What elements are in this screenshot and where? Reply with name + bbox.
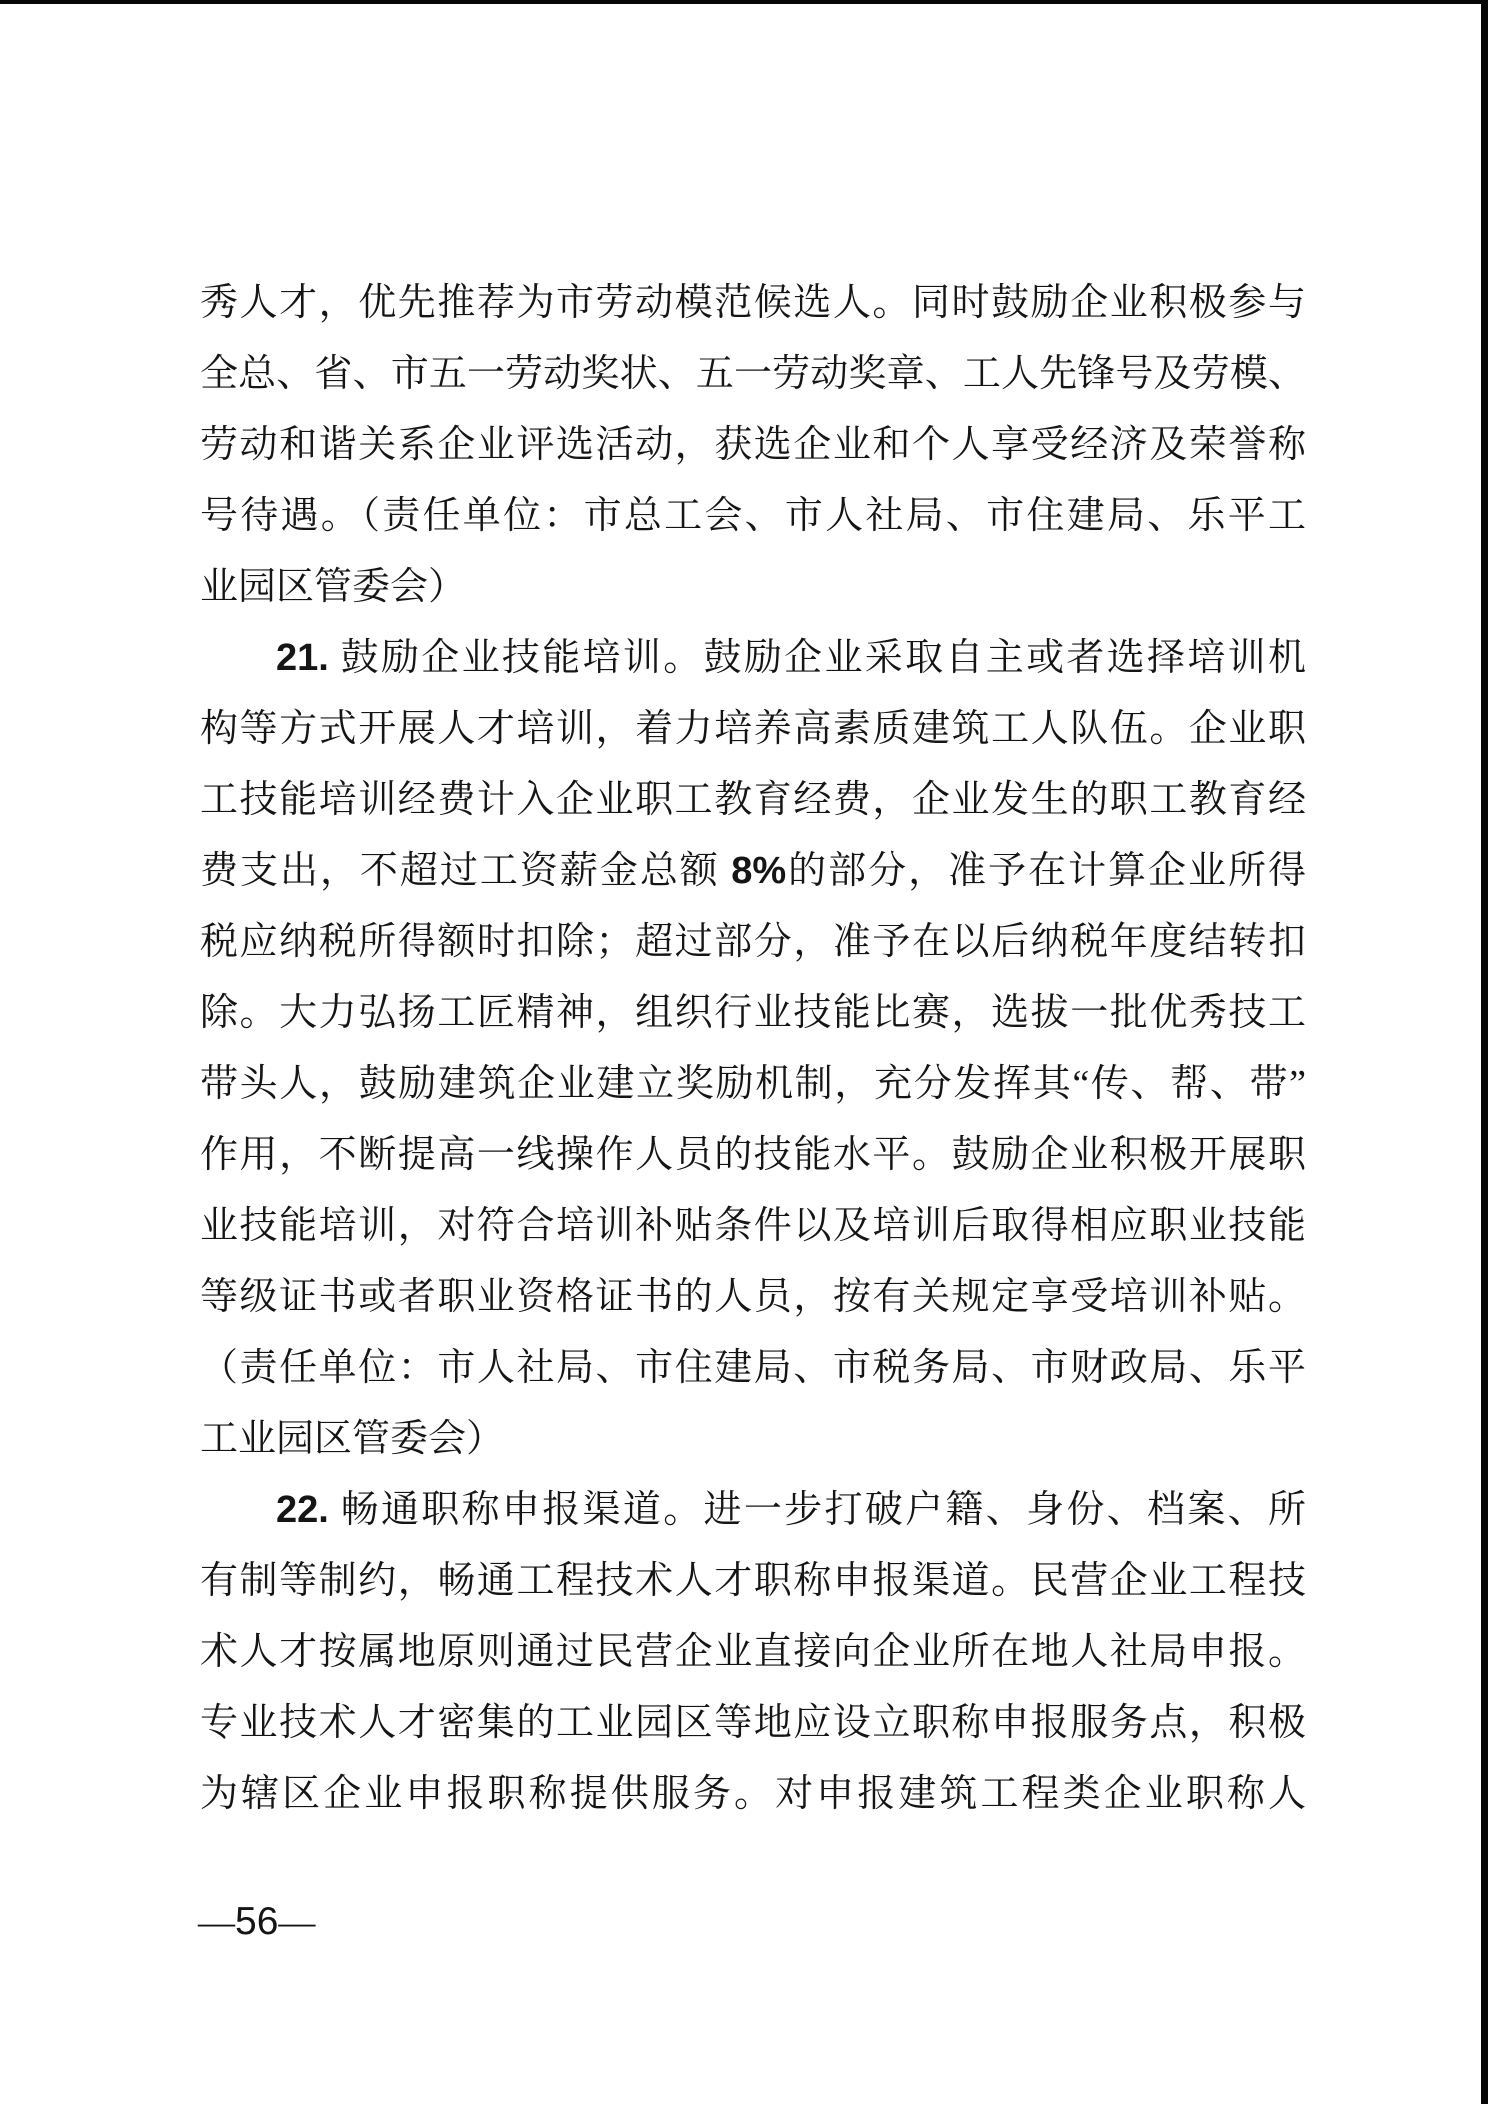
body-line: 秀人才，优先推荐为市劳动模范候选人。同时鼓励企业积极参与 [200, 282, 1306, 324]
body-line: 劳动和谐关系企业评选活动，获选企业和个人享受经济及荣誉称 [200, 424, 1306, 466]
body-line: 全总、省、市五一劳动奖状、五一劳动奖章、工人先锋号及劳模、 [200, 353, 1306, 395]
body-line: 业园区管委会） [200, 566, 467, 608]
body-line: 工技能培训经费计入企业职工教育经费，企业发生的职工教育经 [200, 779, 1306, 821]
latin-numeral: 21. [276, 637, 329, 679]
page-number: —56— [198, 1900, 316, 1943]
body-line: 构等方式开展人才培训，着力培养高素质建筑工人队伍。企业职 [200, 708, 1306, 750]
scan-edge-right [1481, 0, 1488, 2104]
latin-numeral: 8% [731, 850, 787, 892]
body-line: 22. 畅通职称申报渠道。进一步打破户籍、身份、档案、所 [276, 1489, 1306, 1531]
latin-numeral: 56 [235, 1900, 279, 1943]
body-line: 作用，不断提高一线操作人员的技能水平。鼓励企业积极开展职 [200, 1134, 1306, 1176]
body-line: 号待遇。（责任单位：市总工会、市人社局、市住建局、乐平工 [200, 495, 1306, 537]
body-line: 等级证书或者职业资格证书的人员，按有关规定享受培训补贴。 [200, 1276, 1306, 1318]
body-line: 工业园区管委会） [200, 1418, 505, 1460]
body-line: 专业技术人才密集的工业园区等地应设立职称申报服务点，积极 [200, 1702, 1306, 1744]
body-line: 带头人，鼓励建筑企业建立奖励机制，充分发挥其“传、帮、带” [200, 1063, 1306, 1105]
body-line: 21. 鼓励企业技能培训。鼓励企业采取自主或者选择培训机 [276, 637, 1306, 679]
document-body [200, 268, 1306, 1830]
body-line: （责任单位：市人社局、市住建局、市税务局、市财政局、乐平 [200, 1347, 1306, 1389]
body-line: 除。大力弘扬工匠精神，组织行业技能比赛，选拔一批优秀技工 [200, 992, 1306, 1034]
body-line: 业技能培训，对符合培训补贴条件以及培训后取得相应职业技能 [200, 1205, 1306, 1247]
body-line: 税应纳税所得额时扣除；超过部分，准予在以后纳税年度结转扣 [200, 921, 1306, 963]
body-line: 为辖区企业申报职称提供服务。对申报建筑工程类企业职称人 [200, 1773, 1306, 1815]
scan-edge-top [0, 0, 1488, 4]
latin-numeral: 22. [276, 1489, 329, 1531]
body-line: 术人才按属地原则通过民营企业直接向企业所在地人社局申报。 [200, 1631, 1306, 1673]
body-line: 费支出，不超过工资薪金总额 8%的部分，准予在计算企业所得 [200, 850, 1306, 892]
body-line: 有制等制约，畅通工程技术人才职称申报渠道。民营企业工程技 [200, 1560, 1306, 1602]
